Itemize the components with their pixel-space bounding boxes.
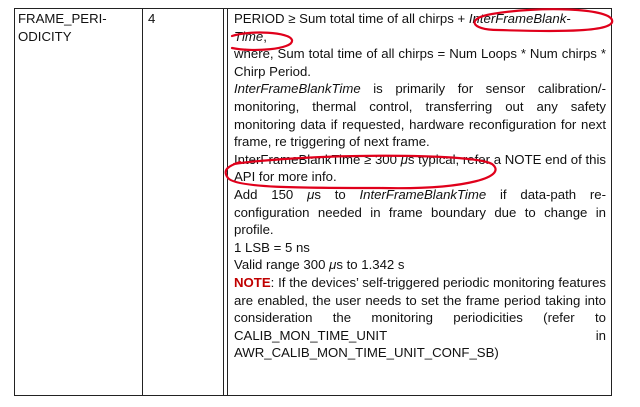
blank-time-purpose: InterFrameBlankTime is primarily for sensor calibration/-monitoring, thermal control, transferring out any safety monitoring data if requested, hardware reconfiguration for next frame, re triggering of next frame. xyxy=(234,81,606,150)
column-divider-3 xyxy=(227,8,228,396)
inter-frame-blank-term: InterFrameBlank- xyxy=(468,11,571,26)
table-left-border xyxy=(14,8,15,396)
blank-time-typical: InterFrameBlankTime ≥ 300 μs typical, refer a NOTE end of this API for more info. xyxy=(234,151,606,185)
note-label: NOTE xyxy=(234,274,271,290)
table-top-border xyxy=(14,8,612,9)
reconfiguration-note: Add 150 μs to InterFrameBlankTime if data-path re-configuration needed in frame boundary due to change in profile. xyxy=(234,186,607,238)
field-name-cell xyxy=(18,10,138,45)
monitoring-note: NOTE: If the devices’ self-triggered periodic monitoring features are enabled, the user needs to set the frame period taking into consideration the monitoring periodicities (refer to CALIB_MON_TIME_UNIT in AWR_CALIB_MON_TIME_UNIT_CONF_SB) xyxy=(234,274,606,361)
size-cell: 4 xyxy=(148,11,156,26)
column-divider-2 xyxy=(223,8,224,396)
period-formula: PERIOD ≥ Sum total time of all chirps + InterFrameBlank- Time, xyxy=(234,11,571,44)
field-name-line1: FRAME_PERI- xyxy=(18,11,107,26)
lsb-definition: 1 LSB = 5 ns xyxy=(234,239,310,255)
chirp-definition: where, Sum total time of all chirps = Num Loops * Num chirps * Chirp Period. xyxy=(234,46,606,79)
valid-range: Valid range 300 μs to 1.342 s xyxy=(234,257,405,273)
column-divider-1 xyxy=(142,8,143,396)
table-bottom-border xyxy=(14,395,612,396)
field-name-line2: ODICITY xyxy=(18,28,72,44)
table-right-border xyxy=(611,8,612,396)
description-cell xyxy=(234,10,606,362)
